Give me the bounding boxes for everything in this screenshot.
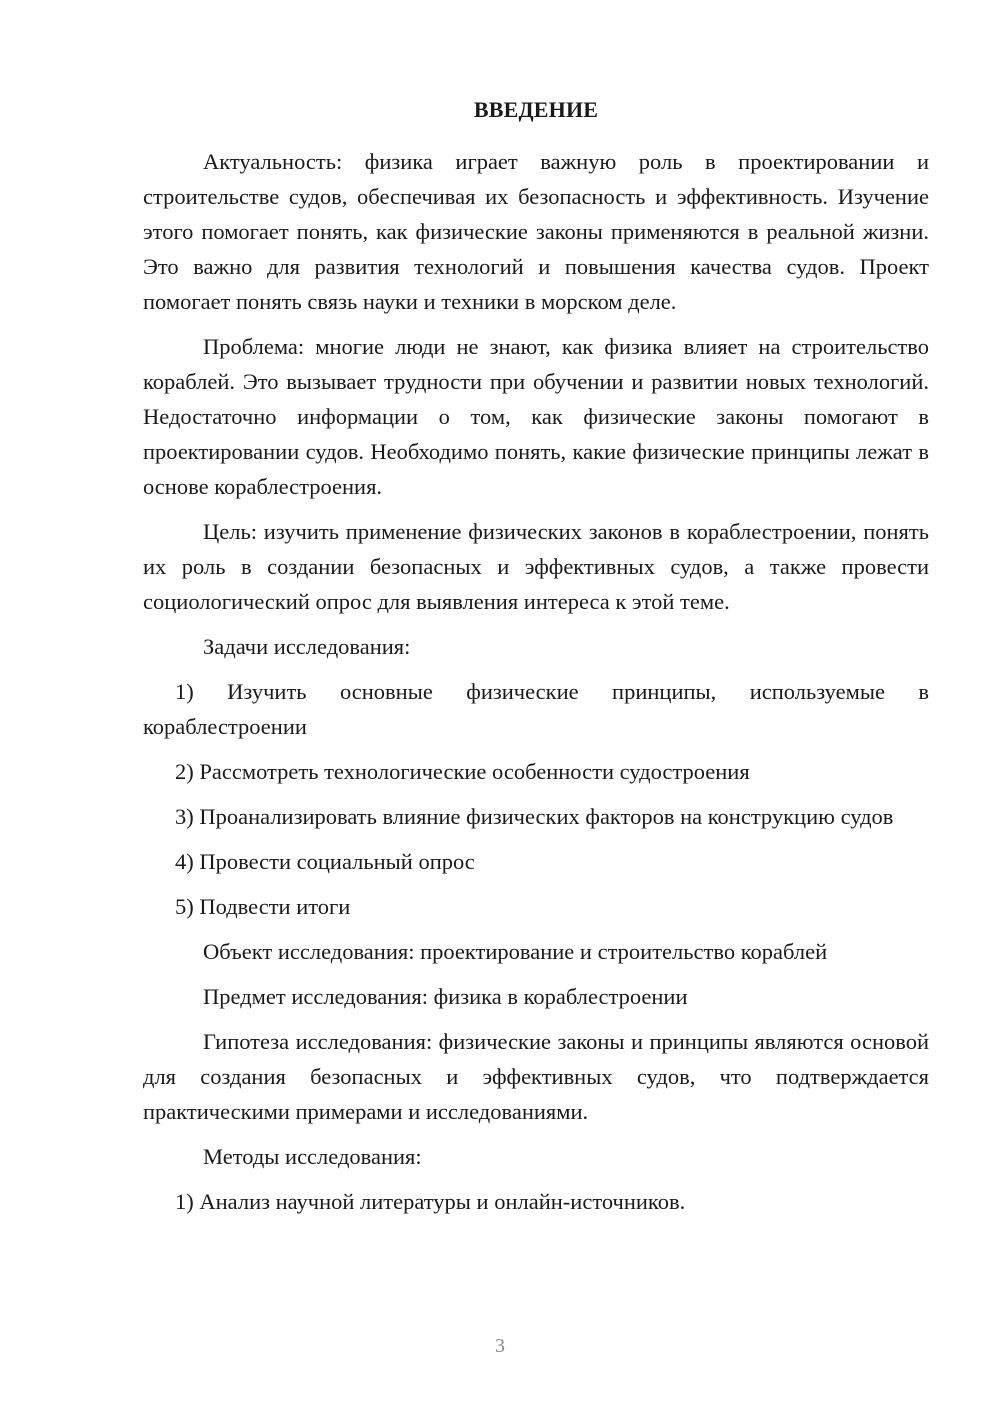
page-number: 3 <box>495 1335 505 1357</box>
hypothesis-paragraph: Гипотеза исследования: физические законы и принципы являются основой для создания безопасных и эффективных судов, что подтверждается практическими примерами и исследованиями. <box>143 1029 929 1124</box>
page-title: ВВЕДЕНИЕ <box>473 97 599 122</box>
task-item-3: 3) Проанализировать влияние физических факторов на конструкцию судов <box>175 804 894 829</box>
task-item-5: 5) Подвести итоги <box>175 894 351 919</box>
page-content <box>143 96 929 1219</box>
methods-heading: Методы исследования: <box>203 1144 422 1169</box>
method-item-1: 1) Анализ научной литературы и онлайн-источников. <box>175 1189 686 1214</box>
object-paragraph: Объект исследования: проектирование и строительство кораблей <box>203 939 828 964</box>
task-item-4: 4) Провести социальный опрос <box>175 849 475 874</box>
relevance-paragraph: Актуальность: физика играет важную роль в проектировании и строительстве судов, обеспечивая их безопасность и эффективность. Изучение этого помогает понять, как физические законы применяются в реальной жизни. Это важно для развития технологий и повышения качества судов. Проект помогает понять связь науки и техники в морском деле. <box>143 149 929 314</box>
tasks-heading: Задачи исследования: <box>203 634 411 659</box>
problem-paragraph: Проблема: многие люди не знают, как физика влияет на строительство кораблей. Это вызывает трудности при обучении и развитии новых технологий. Недостаточно информации о том, как физические законы помогают в проектировании судов. Необходимо понять, какие физические принципы лежат в основе кораблестроения. <box>143 334 929 499</box>
task-item-2: 2) Рассмотреть технологические особенности судостроения <box>175 759 750 784</box>
subject-paragraph: Предмет исследования: физика в кораблестроении <box>203 984 688 1009</box>
goal-paragraph: Цель: изучить применение физических законов в кораблестроении, понять их роль в создании безопасных и эффективных судов, а также провести социологический опрос для выявления интереса к этой теме. <box>143 519 929 614</box>
task-item-1: 1) Изучить основные физические принципы, используемые в кораблестроении <box>143 679 929 739</box>
